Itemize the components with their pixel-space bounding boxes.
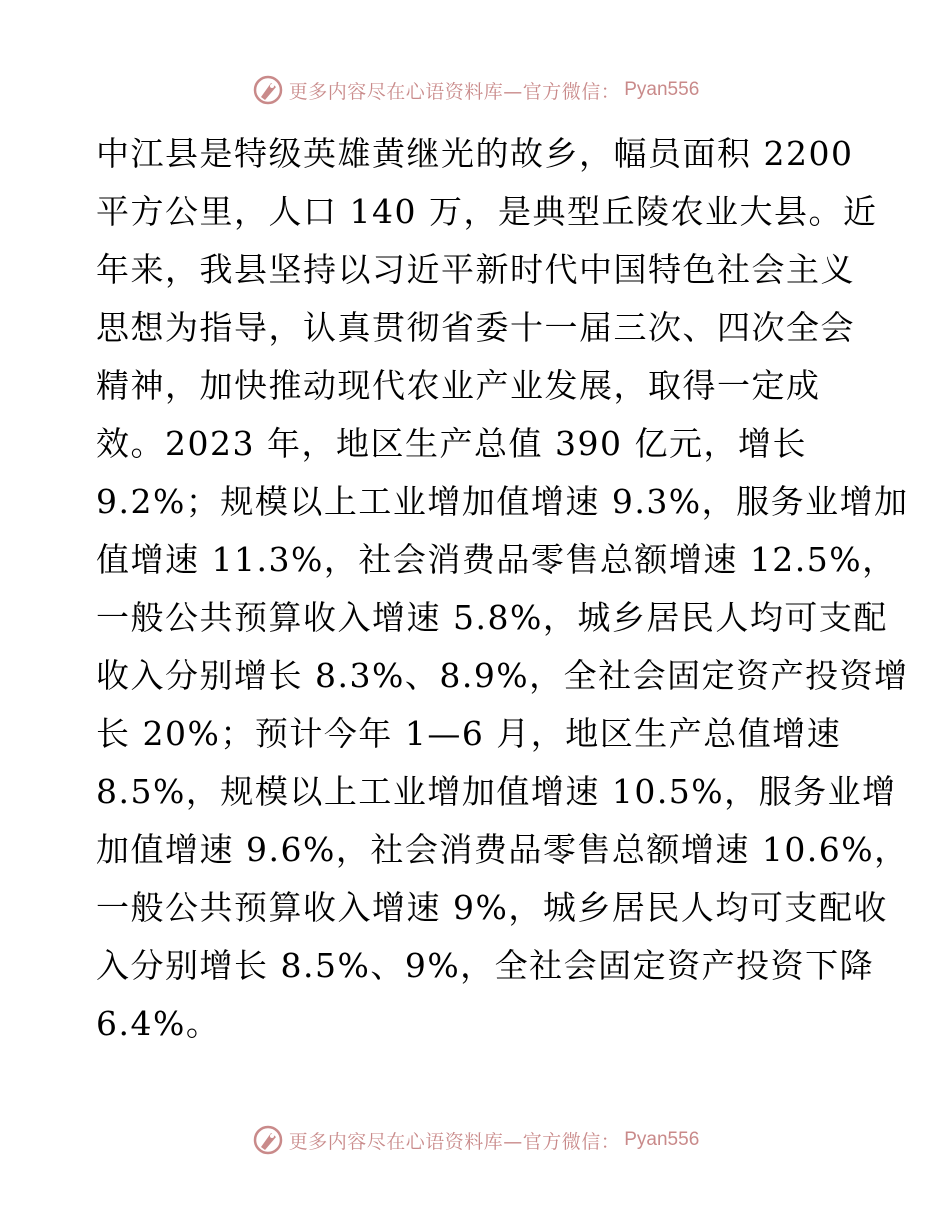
paragraph-line: 加值增速 9.6%，社会消费品零售总额增速 10.6%， — [96, 830, 909, 869]
paragraph-line: 8.5%，规模以上工业增加值增速 10.5%，服务业增 — [96, 772, 897, 811]
paragraph-line: 平方公里，人口 140 万，是典型丘陵农业大县。近 — [96, 192, 878, 231]
pen-nib-logo-icon — [251, 73, 285, 107]
paragraph-line: 6.4%。 — [96, 1004, 221, 1043]
paragraph-line: 一般公共预算收入增速 9%，城乡居民人均可支配收 — [96, 888, 888, 927]
paragraph-line: 9.2%；规模以上工业增加值增速 9.3%，服务业增加 — [96, 482, 909, 521]
watermark-wechat-id: Pyan556 — [624, 79, 700, 100]
paragraph-line: 中江县是特级英雄黄继光的故乡，幅员面积 2200 — [96, 134, 854, 173]
paragraph-line: 收入分别增长 8.3%、8.9%，全社会固定资产投资增 — [96, 656, 909, 695]
paragraph-line: 长 20%；预计今年 1—6 月，地区生产总值增速 — [96, 714, 842, 753]
pen-nib-logo-icon — [251, 1123, 285, 1157]
footer-watermark — [0, 1120, 950, 1160]
paragraph-line: 一般公共预算收入增速 5.8%，城乡居民人均可支配 — [96, 598, 888, 637]
header-watermark — [0, 70, 950, 110]
paragraph-line: 思想为指导，认真贯彻省委十一届三次、四次全会 — [96, 308, 855, 347]
paragraph-line: 值增速 11.3%，社会消费品零售总额增速 12.5%， — [96, 540, 897, 579]
paragraph-line: 入分别增长 8.5%、9%，全社会固定资产投资下降 — [96, 946, 875, 985]
paragraph-line: 年来，我县坚持以习近平新时代中国特色社会主义 — [96, 250, 855, 289]
watermark-text: 更多内容尽在心语资料库—官方微信： — [288, 80, 621, 103]
paragraph-line: 效。2023 年，地区生产总值 390 亿元，增长 — [96, 424, 807, 463]
watermark-wechat-id: Pyan556 — [624, 1129, 700, 1150]
watermark-text: 更多内容尽在心语资料库—官方微信： — [288, 1130, 621, 1153]
paragraph-line: 精神，加快推动现代农业产业发展，取得一定成 — [96, 366, 821, 405]
document-paragraph — [96, 125, 909, 1053]
